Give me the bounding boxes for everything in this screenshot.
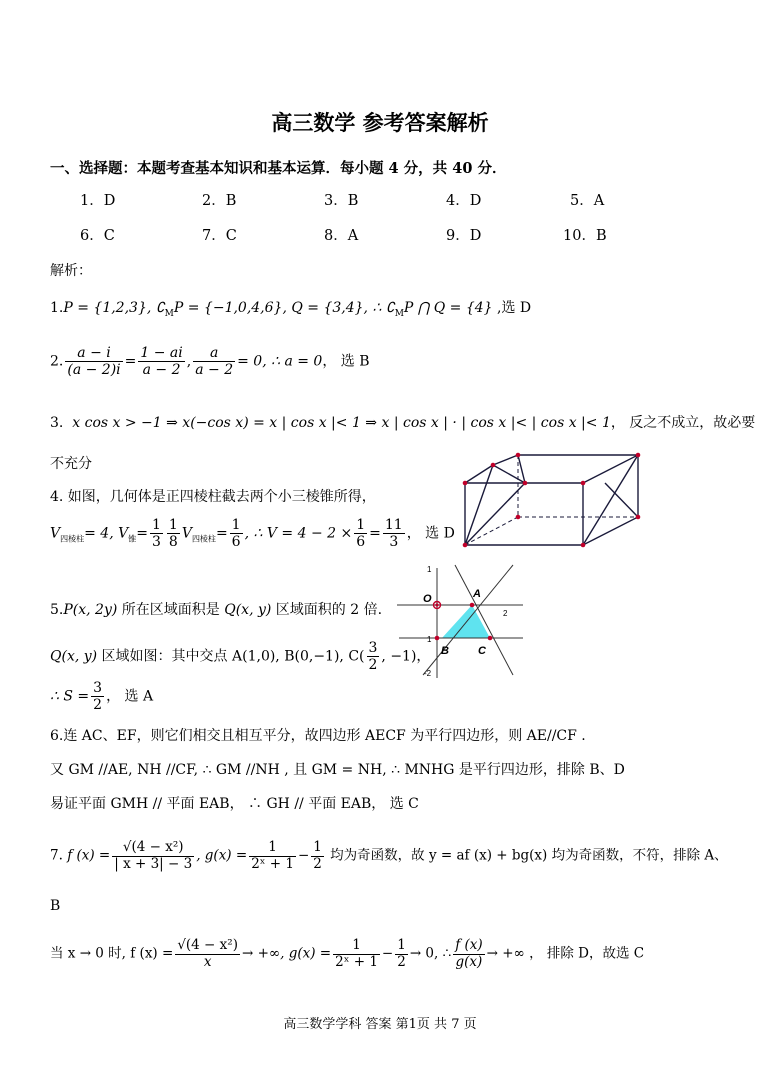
answer-item: 6．C [80, 228, 115, 244]
tick-label: 1 [427, 565, 432, 574]
vertex-dot [463, 543, 468, 548]
answer-item: 7．C [202, 228, 237, 244]
vertex-dot [581, 543, 586, 548]
q6-line1: 6.连 AC、EF，则它们相交且相互平分，故四边形 AECF 为平行四边形，则 AE//CF . [50, 728, 586, 744]
q1-line-render: 1.P = {1,2,3}, $∁_MP = \{-1,0,4,6\}$, Q = {3,4}, ∴ $∁_MP$ ⋂ Q = {4} ,选 D [50, 300, 532, 319]
answer-item: 2．B [202, 193, 237, 209]
prism-edge [493, 465, 525, 483]
prism-edge [465, 465, 493, 545]
vertex-dot [636, 453, 641, 458]
q6-line3: 易证平面 GMH // 平面 EAB， ∴ GH // 平面 EAB， 选 C [50, 796, 419, 812]
point-b-label: B [441, 645, 449, 657]
point-c-label: C [478, 645, 486, 657]
answer-item: 3．B [324, 193, 359, 209]
vertex-dot [523, 481, 528, 486]
prism-edge [465, 483, 525, 545]
shaded-region [442, 605, 490, 638]
point-b [435, 636, 440, 641]
vertex-dot [636, 515, 641, 520]
point-a [470, 603, 475, 608]
q4-line2: $V_{四棱柱}= 4$, $V_锥=$ $\frac{1}{3}$ $\frac{1}{8}$ $V_{四棱柱}=$ $\frac{1}{6}$ , ∴ V = 4 − 2 × $\frac{1}{6}$ = $\frac{11}{3}$ ， 选 D [50, 517, 455, 551]
q6-line2: 又 GM //AE, NH //CF, ∴ GM //NH , 且 GM = NH, ∴ MNHG 是平行四边形，排除 B、D [50, 762, 625, 778]
origin-label: O [423, 593, 432, 605]
region-graph [395, 560, 530, 685]
prism-edge [465, 465, 493, 483]
q5-line2: Q(x, y) 区域如图：其中交点 A(1,0), B(0,−1), C( $\frac{3}{2}$ , −1)， [50, 640, 431, 674]
q2-line: 2. $\frac{a - i}{(a - 2)i}$ = $\frac{1 - ai}{a - 2}$ , $\frac{a}{a - 2}$ = 0, ∴ a = 0， 选 B [50, 345, 370, 379]
q7-line3: 当 x → 0 时, f (x) = $\frac{\text{√(4 − x²)}}{x}$ → +∞, g(x) = $\frac{1}{\text{2ˣ + 1}}$ − $\frac{1}{2}$ → 0, ∴ $\frac{f (x)}{g(x)}$ → +∞ ， 排除 D，故选 C [50, 937, 645, 970]
section-heading: 一、选择题：本题考查基本知识和基本运算．每小题 4 分，共 40 分． [50, 160, 507, 177]
q3-line: 3. x cos x > −1 ⇒ x(−cos x) = x | cos x |< 1 ⇒ x | cos x | · | cos x |< | cos x |< 1， 反之不成立，故必要 [50, 415, 756, 431]
tick-label: -2 [424, 669, 432, 678]
q3-line2: 不充分 [50, 456, 92, 472]
vertex-dot [516, 453, 521, 458]
tick-label: 2 [503, 609, 508, 618]
q7-line2: B [50, 898, 61, 914]
q7-line1: 7. f (x) = $\frac{\text{√(4 − x²)}}{| x + 3| - 3}$ , g(x) = $\frac{1}{\text{2ˣ + 1}}$ − $\frac{1}{2}$ 均为奇函数，故 y = af (x) + bg(x) 均为奇函数，不符，排除 A、 [50, 839, 728, 872]
vertex-dot [491, 463, 496, 468]
origin-dot [435, 603, 438, 606]
vertex-dot [516, 515, 521, 520]
answer-item: 5．A [570, 193, 605, 209]
vertex-dot [581, 481, 586, 486]
analysis-label: 解析： [50, 263, 92, 279]
page-footer: 高三数学学科 答案 第1页 共 7 页 [283, 1017, 477, 1032]
prism-figure [455, 445, 655, 555]
q5-line3: ∴ S = $\frac{3}{2}$ ， 选 A [50, 680, 154, 714]
q5-line1: 5.P(x, 2y) 所在区域面积是 Q(x, y) 区域面积的 2 倍. [50, 602, 383, 618]
answer-item: 10．B [563, 228, 607, 244]
tick-label: 1 [427, 635, 432, 644]
prism-edge [493, 455, 518, 465]
answer-item: 9．D [446, 228, 482, 244]
vertex-dot [463, 481, 468, 486]
point-c [488, 636, 493, 641]
prism-edge [518, 455, 525, 483]
page-title: 高三数学 参考答案解析 [271, 110, 489, 135]
q4-line1: 4. 如图，几何体是正四棱柱截去两个小三棱锥所得， [50, 489, 376, 505]
answer-item: 8．A [324, 228, 359, 244]
answer-item: 1．D [80, 193, 116, 209]
point-a-label: A [473, 588, 481, 600]
answer-item: 4．D [446, 193, 482, 209]
